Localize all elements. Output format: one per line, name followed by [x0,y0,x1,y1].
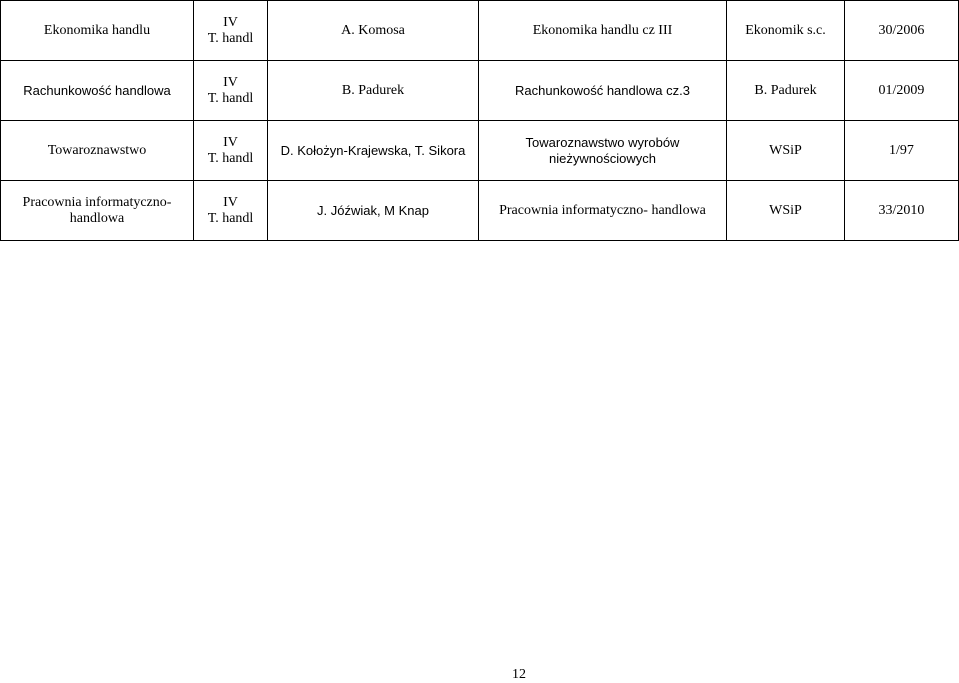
subject-cell: Ekonomika handlu [1,1,194,61]
table-row [1,121,959,181]
author-cell: D. Kołożyn-Krajewska, T. Sikora [268,121,479,181]
author-cell: B. Padurek [268,61,479,121]
subject-cell: Towaroznawstwo [1,121,194,181]
publisher-cell: B. Padurek [727,61,845,121]
table-row [1,181,959,241]
title-cell: Ekonomika handlu cz III [479,1,727,61]
page-number: 12 [512,667,526,682]
publisher-cell: WSiP [727,121,845,181]
publisher-cell: WSiP [727,181,845,241]
table-row [1,61,959,121]
approval-number-cell: 01/2009 [845,61,959,121]
publisher-cell: Ekonomik s.c. [727,1,845,61]
title-cell: Rachunkowość handlowa cz.3 [479,61,727,121]
level-cell: IV T. handl [194,181,268,241]
textbook-table [0,0,959,241]
level-cell: IV T. handl [194,61,268,121]
title-cell: Pracownia informatyczno- handlowa [479,181,727,241]
table-row [1,1,959,61]
subject-cell: Pracownia informatyczno- handlowa [1,181,194,241]
level-cell: IV T. handl [194,121,268,181]
author-cell: J. Jóźwiak, M Knap [268,181,479,241]
approval-number-cell: 30/2006 [845,1,959,61]
author-cell: A. Komosa [268,1,479,61]
approval-number-cell: 33/2010 [845,181,959,241]
level-cell: IV T. handl [194,1,268,61]
subject-cell: Rachunkowość handlowa [1,61,194,121]
approval-number-cell: 1/97 [845,121,959,181]
title-cell: Towaroznawstwo wyrobów nieżywnościowych [479,121,727,181]
